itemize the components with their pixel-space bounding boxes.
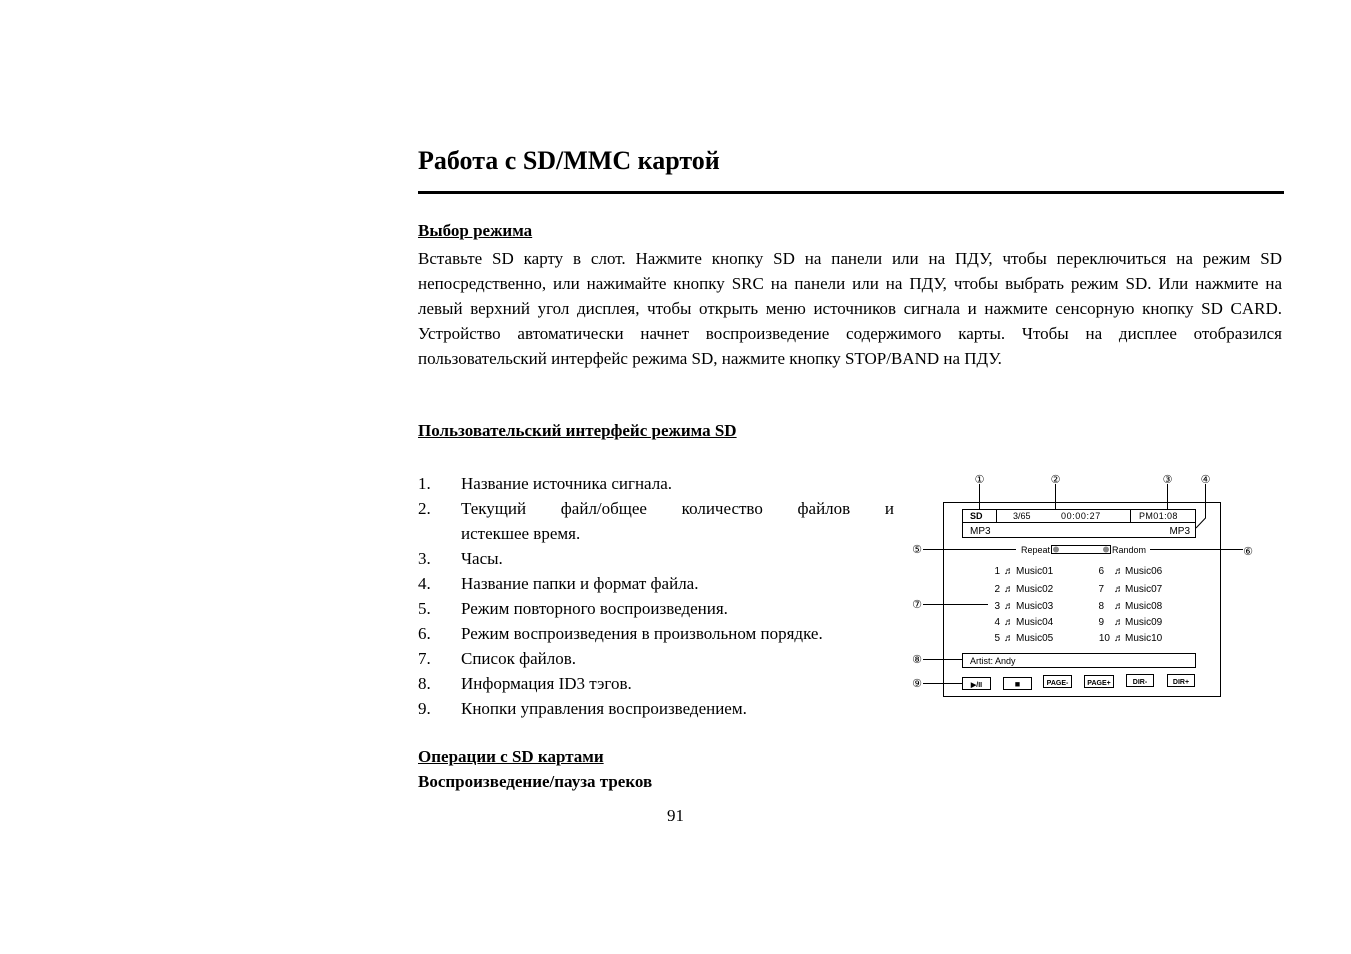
file-number: 8 (1098, 601, 1104, 612)
folder-bar (963, 523, 1196, 538)
folder-name: MP3 (970, 526, 991, 537)
file-name: Music05 (1016, 633, 1054, 644)
file-number: 3 (994, 601, 1000, 612)
callout-2: ② (1050, 474, 1061, 486)
callout-9: ⑨ (912, 678, 922, 690)
music-note-icon: ♬ (1114, 584, 1124, 595)
list-item-text: Название папки и формат файла. (461, 574, 699, 593)
random-label: Random (1112, 545, 1147, 555)
page-title: Работа с SD/MMC картой (418, 146, 720, 175)
clock: PM01:08 (1139, 511, 1178, 521)
file-list-item (994, 566, 1053, 577)
list-item-number: 4. (418, 574, 431, 593)
id3-text: Artist: Andy (970, 656, 1016, 666)
page-prev-label: PAGE- (1046, 680, 1069, 687)
file-list-left (994, 566, 1053, 644)
list-item-text: Информация ID3 тэгов. (461, 674, 632, 693)
file-name: Music10 (1125, 633, 1163, 644)
random-indicator-dot (1103, 547, 1109, 553)
file-name: Music04 (1016, 617, 1054, 628)
file-number: 6 (1098, 566, 1104, 577)
music-note-icon: ♬ (1114, 601, 1124, 612)
elapsed-time: 00:00:27 (1061, 511, 1101, 521)
list-item-text: Режим повторного воспроизведения. (461, 599, 728, 618)
list-item-text: Текущий файл/общее количество файлов и (461, 499, 894, 518)
list-item-number: 9. (418, 699, 431, 718)
file-number: 7 (1098, 584, 1104, 595)
file-list-item (1099, 633, 1163, 644)
file-number: 1 (994, 566, 1000, 577)
callout-1: ① (974, 474, 985, 486)
track-counter: 3/65 (1013, 511, 1031, 521)
list-item-number: 3. (418, 549, 431, 568)
stop-label: ■ (1014, 679, 1021, 689)
list-item-number: 2. (418, 499, 431, 518)
play-pause-label: ▶/II (970, 682, 983, 689)
file-name: Music01 (1016, 566, 1054, 577)
callout-5: ⑤ (912, 544, 922, 556)
list-item-text: Список файлов. (461, 649, 577, 668)
dir-next-label: DIR+ (1172, 679, 1190, 686)
list-item-continuation: истекшее время. (461, 524, 581, 543)
file-list-item (1098, 601, 1162, 612)
file-list-item (1098, 584, 1162, 595)
file-list-item (994, 584, 1053, 595)
callout-7: ⑦ (912, 599, 922, 611)
music-note-icon: ♬ (1004, 601, 1014, 612)
dir-prev-label: DIR- (1132, 679, 1148, 686)
callout-6: ⑥ (1243, 546, 1253, 558)
file-list-item (994, 633, 1053, 644)
page-number: 91 (667, 806, 684, 825)
list-item-text: Название источника сигнала. (461, 474, 673, 493)
list-item-number: 1. (418, 474, 431, 493)
list-item-number: 5. (418, 599, 431, 618)
file-list-item (994, 617, 1053, 628)
file-number: 4 (994, 617, 1000, 628)
file-format: MP3 (1169, 526, 1190, 537)
section-heading-ui: Пользовательский интерфейс режима SD (418, 421, 737, 440)
file-number: 5 (994, 633, 1000, 644)
mode-paragraph: Вставьте SD карту в слот. Нажмите кнопку SD на панели или на ПДУ, чтобы переключиться на режим SD непосредственно, или нажимайте кнопку SRC на панели или на ПДУ, чтобы выбрать режим SD. Или нажмите на левый верхний угол дисплея, чтобы открыть меню источников сигнала и нажмите сенсорную кнопку SD CARD. Устройство автоматически начнет воспроизведение содержимого карты. Чтобы на дисплее отобразился пользовательский интерфейс режима SD, нажмите кнопку STOP/BAND на ПДУ. (418, 249, 1282, 368)
callout-8: ⑧ (912, 654, 922, 666)
file-number: 9 (1098, 617, 1104, 628)
file-name: Music07 (1125, 584, 1163, 595)
callout-4: ④ (1200, 474, 1211, 486)
file-number: 10 (1098, 633, 1110, 644)
file-list-right (1098, 566, 1162, 644)
music-note-icon: ♬ (1114, 633, 1124, 644)
list-item-text: Часы. (461, 549, 503, 568)
file-name: Music02 (1016, 584, 1054, 595)
music-note-icon: ♬ (1004, 566, 1014, 577)
file-list-item (994, 601, 1053, 612)
subheading-play-pause: Воспроизведение/пауза треков (418, 772, 653, 791)
list-item-number: 6. (418, 624, 431, 643)
file-name: Music06 (1125, 566, 1163, 577)
file-name: Music09 (1125, 617, 1163, 628)
file-list-item (1098, 617, 1162, 628)
file-number: 2 (994, 584, 1000, 595)
file-name: Music08 (1125, 601, 1163, 612)
section-heading-mode: Выбор режима (418, 221, 533, 240)
source-label: SD (970, 511, 983, 521)
file-list-item (1098, 566, 1162, 577)
page-next-label: PAGE+ (1087, 680, 1111, 687)
repeat-label: Repeat (1020, 545, 1050, 555)
music-note-icon: ♬ (1004, 584, 1014, 595)
music-note-icon: ♬ (1004, 633, 1014, 644)
music-note-icon: ♬ (1004, 617, 1014, 628)
repeat-indicator-dot (1053, 547, 1059, 553)
file-name: Music03 (1016, 601, 1054, 612)
mode-indicator-box (1052, 546, 1111, 554)
list-item-number: 7. (418, 649, 431, 668)
section-heading-ops: Операции с SD картами (418, 747, 604, 766)
list-item-text: Режим воспроизведения в произвольном порядке. (461, 624, 823, 643)
music-note-icon: ♬ (1114, 617, 1124, 628)
list-item-text: Кнопки управления воспроизведением. (461, 699, 747, 718)
music-note-icon: ♬ (1114, 566, 1124, 577)
callout-3: ③ (1162, 474, 1173, 486)
list-item-number: 8. (418, 674, 431, 693)
